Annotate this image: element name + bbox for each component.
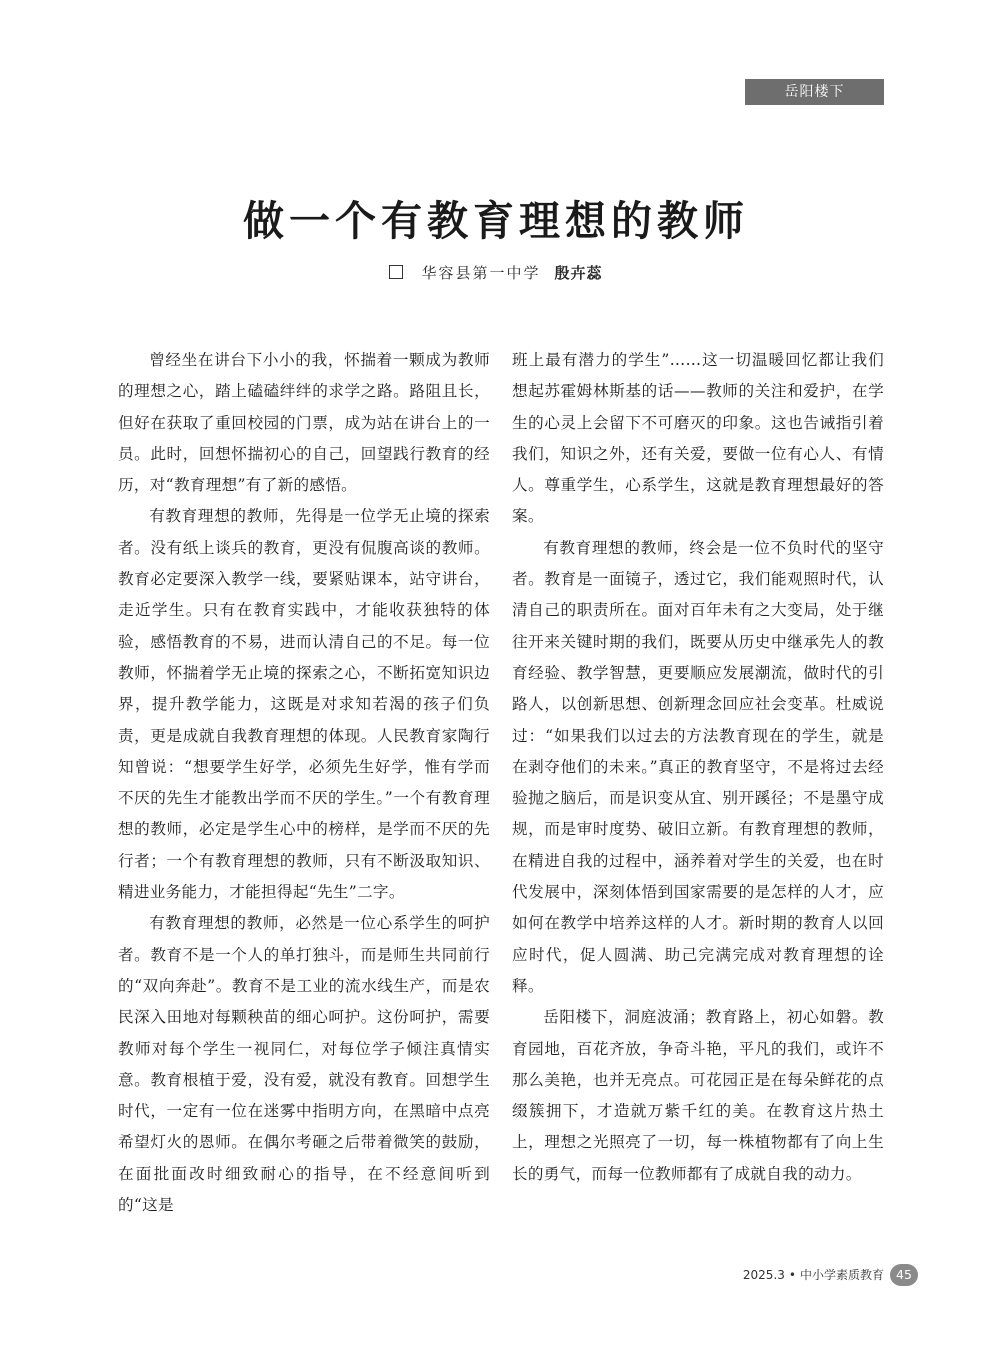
byline [0, 262, 992, 283]
paragraph: 有教育理想的教师，先得是一位学无止境的探索者。没有纸上谈兵的教育，更没有侃腹高谈的教师。教育必定要深入教学一线，要紧贴课本，站守讲台，走近学生。只有在教育实践中，才能收获独特的体验，感悟教育的不易，进而认清自己的不足。每一位教师，怀揣着学无止境的探索之心，不断拓宽知识边界，提升教学能力，这既是对求知若渴的孩子们负责，更是成就自我教育理想的体现。人民教育家陶行知曾说：“想要学生好学，必须先生好学，惟有学而不厌的先生才能教出学而不厌的学生。”一个有教育理想的教师，必定是学生心中的榜样，是学而不厌的先行者；一个有教育理想的教师，只有不断汲取知识、精进业务能力，才能担得起“先生”二字。 [118, 507, 490, 902]
column-tag: 岳阳楼下 [745, 79, 884, 105]
footer-separator: • [788, 1268, 796, 1282]
journal-name: 中小学素质教育 [799, 1268, 884, 1282]
left-column [118, 345, 490, 1221]
author-name: 殷卉蕊 [554, 264, 603, 282]
issue-date: 2025.3 [742, 1268, 785, 1282]
author-school: 华容县第一中学 [421, 264, 541, 282]
paragraph: 有教育理想的教师，必然是一位心系学生的呵护者。教育不是一个人的单打独斗，而是师生共同前行的“双向奔赴”。教育不是工业的流水线生产，而是农民深入田地对每颗秧苗的细心呵护。这份呵护，需要教师对每个学生一视同仁，对每位学子倾注真情实意。教育根植于爱，没有爱，就没有教育。回想学生时代，一定有一位在迷雾中指明方向，在黑暗中点亮希望灯火的恩师。在偶尔考砸之后带着微笑的鼓励，在面批面改时细致耐心的指导，在不经意间听到的“这是 [118, 914, 490, 1215]
page-number: 45 [890, 1264, 918, 1286]
right-column [512, 345, 884, 1190]
article-title: 做一个有教育理想的教师 [243, 197, 749, 245]
paragraph: 曾经坐在讲台下小小的我，怀揣着一颗成为教师的理想之心，踏上磕磕绊绊的求学之路。路阻且长，但好在获取了重回校园的门票，成为站在讲台上的一员。此时，回想怀揣初心的自己，回望践行教育的经历，对“教育理想”有了新的感悟。 [118, 351, 490, 495]
page-footer [600, 1264, 918, 1286]
paragraph-continued: 班上最有潜力的学生”……这一切温暖回忆都让我们想起苏霍姆林斯基的话——教师的关注和爱护，在学生的心灵上会留下不可磨灭的印象。这也告诫指引着我们，知识之外，还有关爱，要做一位有心人、有情人。尊重学生，心系学生，这就是教育理想最好的答案。 [512, 351, 884, 526]
square-icon [389, 265, 403, 279]
paragraph: 有教育理想的教师，终会是一位不负时代的坚守者。教育是一面镜子，透过它，我们能观照时代，认清自己的职责所在。面对百年未有之大变局，处于继往开来关键时期的我们，既要从历史中继承先人的教育经验、教学智慧，更要顺应发展潮流，做时代的引路人，以创新思想、创新理念回应社会变革。杜威说过：“如果我们以过去的方法教育现在的学生，就是在剥夺他们的未来。”真正的教育坚守，不是将过去经验抛之脑后，而是识变从宜、别开蹊径；不是墨守成规，而是审时度势、破旧立新。有教育理想的教师，在精进自我的过程中，涵养着对学生的关爱，也在时代发展中，深刻体悟到国家需要的是怎样的人才，应如何在教学中培养这样的人才。新时期的教育人以回应时代，促人圆满、助己完满完成对教育理想的诠释。 [512, 538, 884, 995]
paragraph: 岳阳楼下，洞庭波涌；教育路上，初心如磐。教育园地，百花齐放，争奇斗艳，平凡的我们，或许不那么美艳，也并无亮点。可花园正是在每朵鲜花的点缀簇拥下，才造就万紫千红的美。在教育这片热土上，理想之光照亮了一切，每一株植物都有了向上生长的勇气，而每一位教师都有了成就自我的动力。 [512, 1008, 884, 1183]
